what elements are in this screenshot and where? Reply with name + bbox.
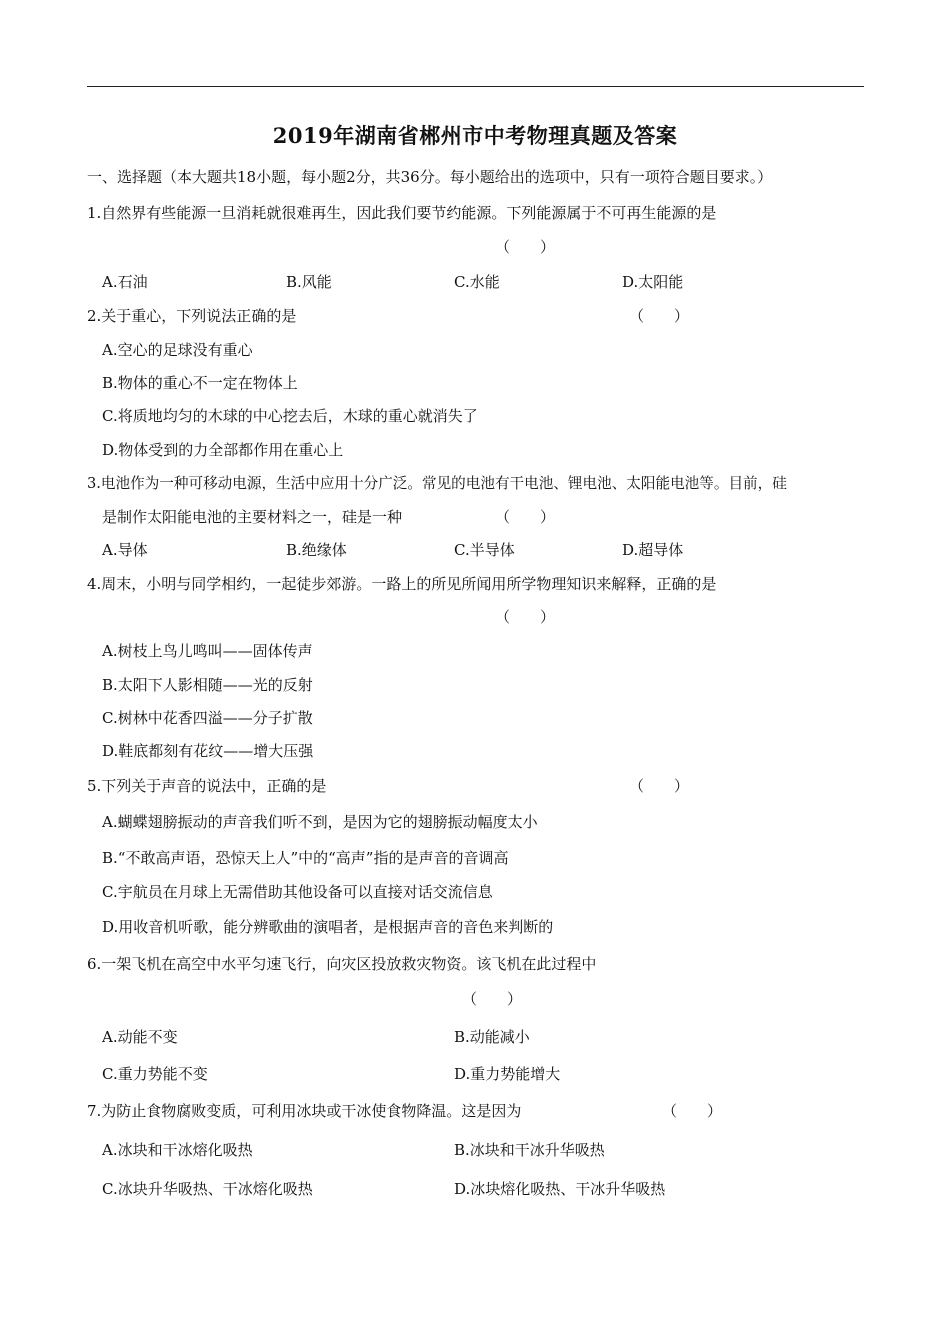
answer-blank-1: （ ）	[495, 238, 556, 256]
q5-option-c: C.宇航员在月球上无需借助其他设备可以直接对话交流信息	[102, 883, 493, 901]
q1-option-b: B.风能	[286, 273, 332, 291]
question-1-stem: 1.自然界有些能源一旦消耗就很难再生，因此我们要节约能源。下列能源属于不可再生能源的是	[87, 204, 717, 222]
q3-option-a: A.导体	[102, 541, 148, 559]
question-3-stem-cont: 是制作太阳能电池的主要材料之一，硅是一种	[102, 508, 403, 526]
question-3-stem: 3.电池作为一种可移动电源，生活中应用十分广泛。常见的电池有干电池、锂电池、太阳能电池等。目前，硅	[87, 475, 787, 492]
q4-option-c: C.树林中花香四溢——分子扩散	[102, 709, 313, 727]
answer-blank-2: （ ）	[629, 307, 690, 325]
q4-option-d: D.鞋底都刻有花纹——增大压强	[102, 742, 314, 760]
q6-option-b: B.动能减小	[454, 1028, 530, 1046]
question-7-stem: 7.为防止食物腐败变质，可利用冰块或干冰使食物降温。这是因为	[87, 1102, 522, 1120]
q3-option-d: D.超导体	[622, 541, 684, 559]
q3-option-c: C.半导体	[454, 541, 515, 559]
q6-option-d: D.重力势能增大	[454, 1065, 561, 1083]
q1-option-d: D.太阳能	[622, 273, 684, 291]
answer-blank-4: （ ）	[495, 608, 556, 626]
header-rule	[87, 86, 864, 87]
q1-option-c: C.水能	[454, 273, 500, 291]
q3-option-b: B.绝缘体	[286, 541, 347, 559]
section-heading: 一、选择题（本大题共18小题，每小题2分，共36分。每小题给出的选项中，只有一项符合题目要求。）	[87, 168, 773, 186]
q5-option-d: D.用收音机听歌，能分辨歌曲的演唱者，是根据声音的音色来判断的	[102, 918, 554, 936]
q6-option-a: A.动能不变	[102, 1028, 178, 1046]
q7-option-b: B.冰块和干冰升华吸热	[454, 1141, 605, 1159]
q2-option-b: B.物体的重心不一定在物体上	[102, 374, 298, 392]
answer-blank-6: （ ）	[462, 990, 523, 1008]
question-4-stem: 4.周末，小明与同学相约，一起徒步郊游。一路上的所见所闻用所学物理知识来解释，正确的是	[87, 575, 717, 593]
page-title: 2019年湖南省郴州市中考物理真题及答案	[272, 123, 678, 148]
q4-option-b: B.太阳下人影相随——光的反射	[102, 676, 313, 694]
question-2-stem: 2.关于重心，下列说法正确的是	[87, 307, 297, 325]
q2-option-d: D.物体受到的力全部都作用在重心上	[102, 441, 344, 459]
q7-option-c: C.冰块升华吸热、干冰熔化吸热	[102, 1180, 313, 1198]
answer-blank-3: （ ）	[495, 508, 556, 526]
answer-blank-7: （ ）	[662, 1102, 723, 1120]
question-6-stem: 6.一架飞机在高空中水平匀速飞行，向灾区投放救灾物资。该飞机在此过程中	[87, 955, 597, 973]
q7-option-a: A.冰块和干冰熔化吸热	[102, 1141, 253, 1159]
q5-option-a: A.蝴蝶翅膀振动的声音我们听不到，是因为它的翅膀振动幅度太小	[102, 813, 538, 831]
q2-option-a: A.空心的足球没有重心	[102, 341, 253, 359]
q2-option-c: C.将质地均匀的木球的中心挖去后，木球的重心就消失了	[102, 407, 478, 425]
question-5-stem: 5.下列关于声音的说法中，正确的是	[87, 777, 327, 795]
answer-blank-5: （ ）	[629, 777, 690, 795]
q1-option-a: A.石油	[102, 273, 148, 291]
q4-option-a: A.树枝上鸟儿鸣叫——固体传声	[102, 642, 313, 660]
q7-option-d: D.冰块熔化吸热、干冰升华吸热	[454, 1180, 666, 1198]
q6-option-c: C.重力势能不变	[102, 1065, 208, 1083]
q5-option-b: B.“不敢高声语，恐惊天上人”中的“高声”指的是声音的音调高	[102, 849, 509, 867]
